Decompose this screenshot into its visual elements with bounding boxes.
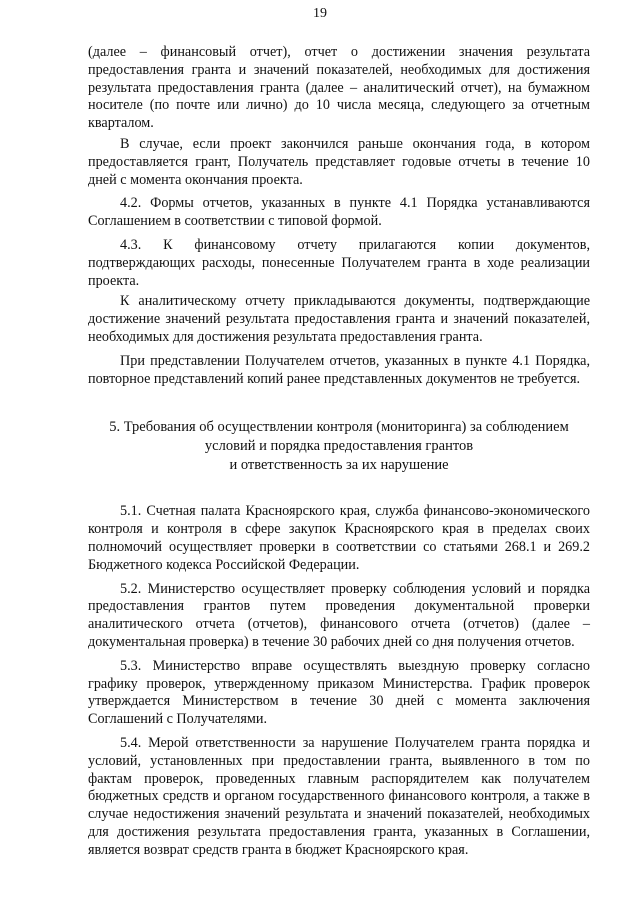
paragraph-analytical-report: К аналитическому отчету прикладываются документы, подтверждающие достижение значений результата предоставления гранта и значений показателей, необходимых для достижения результата предоставления гранта.: [88, 293, 590, 345]
paragraph-no-repeat-copies: При представлении Получателем отчетов, указанных в пункте 4.1 Порядка, повторное представлений копий ранее представленных документов не требуется.: [88, 352, 590, 387]
section-heading-line-2: условий и порядка предоставления грантов: [204, 438, 474, 455]
paragraph-5-3: 5.3. Министерство вправе осуществлять выездную проверку согласно графику проверок, утвержденному приказом Министерства. График проверок утверждается Министерством в течение 30 дней с момента заключения Соглашений с Получателями.: [88, 657, 590, 728]
document-body: [88, 44, 590, 859]
paragraph-report-deadline: (далее – финансовый отчет), отчет о достижении значения результата предоставления гранта и значений показателей, необходимых для достижения результата предоставления гранта (далее – аналитический отчет), на бумажном носителе (по почте или лично) до 10 числа месяца, следующего за отчетным кварталом.: [88, 44, 590, 132]
section-heading-line-3: и ответственность за их нарушение: [229, 457, 449, 474]
paragraph-early-project-end: В случае, если проект закончился раньше окончания года, в котором предоставляется грант, Получатель представляет годовые отчеты в течение 10 дней с момента окончания проекта.: [88, 135, 590, 188]
paragraph-5-4: 5.4. Мерой ответственности за нарушение Получателем гранта порядка и условий, установленных при предоставлении гранта, выявленного в том по фактам проверок, проведенных главным распорядителем как получателем бюджетных средств и органом государственного финансового контроля, а также в случае недостижения значений результата и значений показателей, необходимых для достижения результата предоставления гранта, указанных в Соглашении, является возврат средств гранта в бюджет Красноярского края.: [88, 734, 590, 858]
paragraph-4-2: 4.2. Формы отчетов, указанных в пункте 4.1 Порядка устанавливаются Соглашением в соответствии с типовой формой.: [88, 195, 590, 230]
paragraph-5-2: 5.2. Министерство осуществляет проверку соблюдения условий и порядка предоставления грантов путем проведения документальной проверки аналитического отчета (отчетов), финансового отчета (отчетов) (далее – документальная проверка) в течение 30 рабочих дней со дня получения отчетов.: [88, 580, 590, 650]
page-number: 19: [313, 6, 327, 21]
section-5-heading: [88, 418, 590, 475]
paragraph-4-3: 4.3. К финансовому отчету прилагаются копии документов, подтверждающих расходы, понесенные Получателем гранта в ходе реализации проекта.: [88, 236, 590, 289]
section-heading-line-1: 5. Требования об осуществлении контроля (мониторинга) за соблюдением: [109, 419, 569, 436]
paragraph-5-1: 5.1. Счетная палата Красноярского края, служба финансово-экономического контроля и контроля в сфере закупок Красноярского края в пределах своих полномочий осуществляет проверки в соответствии со статьями 268.1 и 269.2 Бюджетного кодекса Российской Федерации.: [88, 503, 590, 573]
